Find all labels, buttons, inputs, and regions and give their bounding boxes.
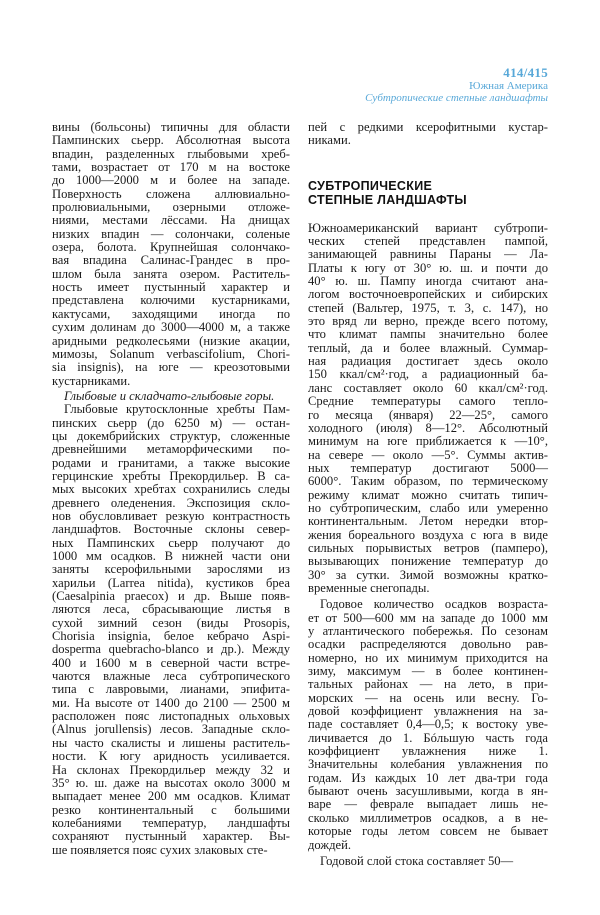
- paragraph: [52, 403, 290, 857]
- text-line: впадин, разделенных глыбовыми хреб-: [52, 146, 290, 161]
- text-line: представлена колючими кустарниками,: [52, 293, 290, 308]
- text-line: варе — феврале выпадает лишь не-: [308, 797, 548, 812]
- text-line: низких впадин — солончаки, соленые: [52, 226, 290, 241]
- text-line: морских — на осень или весну. Го-: [308, 690, 548, 705]
- text-line: харильи (Larrea nitida), кустиков бреа: [52, 575, 290, 590]
- text-line: ны часто скалисты и лишены раститель-: [52, 735, 290, 750]
- running-subsection-title: Субтропические степные ландшафты: [365, 92, 548, 104]
- text-line: На склонах Прекордильер между 32 и: [52, 762, 290, 777]
- text-line: Годовой слой стока составляет 50—: [320, 853, 514, 868]
- text-line: занимающей равнины Параны — Ла-: [308, 247, 548, 262]
- text-line: никами.: [308, 133, 351, 148]
- text-line: что климат пампы значительно более: [308, 327, 548, 342]
- text-line: аридными редколесьями (низкие акации,: [52, 333, 290, 348]
- text-line: герцинские хребты Прекордильер. В са-: [52, 468, 290, 483]
- text-line: 400 и 1600 м в северной части встре-: [52, 655, 290, 670]
- text-line: осадки распределяются довольно рав-: [308, 637, 548, 652]
- text-line: расположен пояс листопадных ольховых: [52, 709, 290, 724]
- text-line: это вряд ли верно, прежде всего потому,: [308, 314, 548, 329]
- text-line: Средние температуры самого тепло-: [308, 394, 548, 409]
- text-line: сухим долинам до 3000—4000 м, а также: [52, 320, 290, 335]
- text-line: Платы к югу от 30° ю. ш. и почти до: [308, 260, 548, 275]
- text-line: го месяца (января) 22—25°, самого: [308, 407, 548, 422]
- text-line: dosperma quebracho-blanco и др.). Между: [52, 642, 290, 657]
- text-line: пролювиальными, озерными отложе-: [52, 200, 290, 215]
- text-line: у атлантического побережья. По сезонам: [308, 624, 548, 638]
- text-line: нов обусловливает резкую контрастность: [52, 508, 290, 523]
- text-line: Поверхность сложена аллювиально-: [52, 186, 290, 201]
- text-line: 1000 мм осадков. В нижней части они: [52, 549, 290, 563]
- text-line: тальных районах — на лето, в при-: [308, 677, 548, 692]
- text-line: 150 ккал/см²·год, а радиационный ба-: [308, 367, 548, 382]
- text-line: мых высоких хребтах сохранились следы: [52, 482, 290, 497]
- text-line: ческих степей представлен пампой,: [308, 234, 548, 249]
- text-line: заняты ксерофильными зарослями из: [52, 562, 290, 577]
- text-line: вины (больсоны) типичны для области: [52, 120, 290, 134]
- text-line: номерно, но их минимум приходится на: [308, 650, 548, 665]
- text-line: шлом была занята озером. Раститель-: [52, 266, 290, 281]
- text-line: 6000°. Таким образом, по термическому: [308, 474, 548, 489]
- text-line: Глыбовые крутосклонные хребты Пам-: [64, 402, 290, 417]
- text-line: сколько миллиметров осадков, а в не-: [308, 810, 548, 825]
- text-line: до 1000—2000 м и более на западе.: [52, 173, 290, 188]
- section-heading: [308, 179, 548, 207]
- text-line: Южноамериканский вариант субтропи-: [308, 220, 548, 235]
- text-line: континентальным. Летом нередки втор-: [308, 514, 548, 529]
- text-line: озера, болота. Крупнейшая солончако-: [52, 240, 290, 255]
- text-line: сильных порывистых ветров (памперо),: [308, 540, 548, 555]
- section-heading-line: СУБТРОПИЧЕСКИЕ: [308, 178, 433, 193]
- text-line: дождей.: [308, 837, 351, 852]
- text-line: мимозы, Solanum verbascifolium, Chori-: [52, 346, 290, 361]
- text-line: кустарниками.: [52, 373, 131, 388]
- text-line: ляются леса, сбрасывающие листья в: [52, 602, 290, 617]
- text-line: ниями, местами лёссами. На днищах: [52, 213, 290, 228]
- text-line: чаются влажные леса субтропического: [52, 669, 290, 684]
- text-line: сохраняют пустынный характер. Вы-: [52, 829, 290, 844]
- text-line: цы докембрийских структур, сложенные: [52, 428, 290, 443]
- paragraph: [308, 598, 548, 852]
- text-line: вая впадина Салинас-Грандес в про-: [52, 253, 290, 268]
- text-line: ми. На высоте от 1400 до 2100 — 2500 м: [52, 695, 290, 710]
- left-column: [52, 121, 290, 857]
- paragraph: [308, 121, 548, 148]
- text-line: временные снегопады.: [308, 580, 430, 595]
- text-line: 30° за сутки. Зимой возможны кратко-: [308, 567, 548, 582]
- text-line: ше появляется пояс сухих злаковых сте-: [52, 842, 268, 857]
- text-line: Пампинских сьерр. Абсолютная высота: [52, 133, 290, 148]
- text-line: 35° ю. ш. даже на высотах около 3000 м: [52, 775, 290, 790]
- text-line: резко континентальный с большими: [52, 802, 290, 817]
- paragraph: [52, 121, 290, 388]
- text-line: коэффициент увлажнения ниже 1.: [308, 744, 548, 759]
- text-line: бывают очень засушливыми, когда в ян-: [308, 784, 548, 799]
- text-line: колебаниями температур, ландшафты: [52, 815, 290, 830]
- text-line: паде составляет 0,4—0,5; к востоку уве-: [308, 717, 548, 732]
- running-section-title: Южная Америка: [469, 80, 548, 92]
- text-line: (Alnus jorullensis) лесов. Западные скло-: [52, 722, 290, 737]
- text-line: логом восточноевропейских и сибирских: [308, 287, 548, 302]
- text-line: типа с лавровыми, лианами, эпифита-: [52, 682, 290, 697]
- text-line: но субтропическим, слабо или умеренно: [308, 500, 548, 515]
- text-line: (Caesalpinia praecox) и др. Выше появ-: [52, 589, 290, 604]
- text-line: степей (Вальтер, 1975, т. 3, с. 147), но: [308, 300, 548, 315]
- text-line: ет от 500—600 мм на западе до 1000 мм: [308, 610, 548, 625]
- subheading-blocky-mountains: Глыбовые и складчато-глыбовые горы.: [64, 388, 275, 403]
- text-line: пинских сьерр (до 6250 м) — остан-: [52, 415, 290, 430]
- paragraph: [308, 222, 548, 596]
- paragraph: [308, 855, 548, 868]
- text-line: ных Пампинских сьерр получают до: [52, 535, 290, 550]
- text-line: sia insignis), на юге — креозотовыми: [52, 360, 290, 375]
- text-line: ных температур достигают 5000—: [308, 460, 548, 475]
- text-line: жения бореального воздуха с юга в виде: [308, 527, 548, 542]
- text-line: выпадает менее 200 мм осадков. Климат: [52, 789, 290, 804]
- text-line: тами, возрастает от 170 м на востоке: [52, 160, 290, 175]
- text-line: зиму, максимум — в более континен-: [308, 664, 548, 679]
- text-line: ланс составляет около 60 ккал/см²·год.: [308, 380, 548, 395]
- text-line: древнейшими метаморфическими по-: [52, 442, 290, 457]
- text-line: сухой зимний сезон (виды Prosopis,: [52, 615, 290, 630]
- text-line: довой коэффициент увлажнения на за-: [308, 704, 548, 719]
- text-line: древнего оледенения. Экспозиция скло-: [52, 495, 290, 510]
- text-line: Годовое количество осадков возраста-: [320, 597, 548, 612]
- text-line: Значительны колебания увлажнения по: [308, 757, 548, 772]
- right-column: [308, 121, 548, 868]
- text-line: пей с редкими ксерофитными кустар-: [308, 120, 548, 134]
- text-line: Chorisia insignia, белое кебрачо Aspi-: [52, 629, 290, 644]
- text-line: на севере — около —5°. Суммы актив-: [308, 447, 548, 462]
- page-numbers: 414/415: [503, 65, 548, 80]
- text-line: кактусами, заходящими иногда по: [52, 306, 290, 321]
- text-line: родами и гранитами, а также высокие: [52, 455, 290, 470]
- text-line: вызывающих понижение температур до: [308, 554, 548, 569]
- text-line: теплый, да и более влажный. Суммар-: [308, 340, 548, 355]
- text-line: холодного (июля) 8—12°. Абсолютный: [308, 420, 548, 435]
- text-line: личивается до 1. Бóльшую часть года: [308, 730, 548, 745]
- text-line: 40° ю. ш. Пампу иногда считают ана-: [308, 274, 548, 289]
- text-line: ландшафтов. Восточные склоны север-: [52, 522, 290, 537]
- text-line: минимум на юге приближается к —10°,: [308, 434, 548, 449]
- text-line: годам. Из каждых 10 лет два-три года: [308, 770, 548, 785]
- running-header: [365, 66, 548, 104]
- text-line: ности. К югу аридность усиливается.: [52, 749, 290, 764]
- text-line: режиму климат можно считать типич-: [308, 487, 548, 502]
- text-line: ная радиация достигает здесь около: [308, 354, 548, 369]
- text-line: которые годы летом совсем не бывает: [308, 824, 548, 839]
- section-heading-line: СТЕПНЫЕ ЛАНДШАФТЫ: [308, 192, 467, 207]
- text-line: ность имеет пустынный характер и: [52, 280, 290, 295]
